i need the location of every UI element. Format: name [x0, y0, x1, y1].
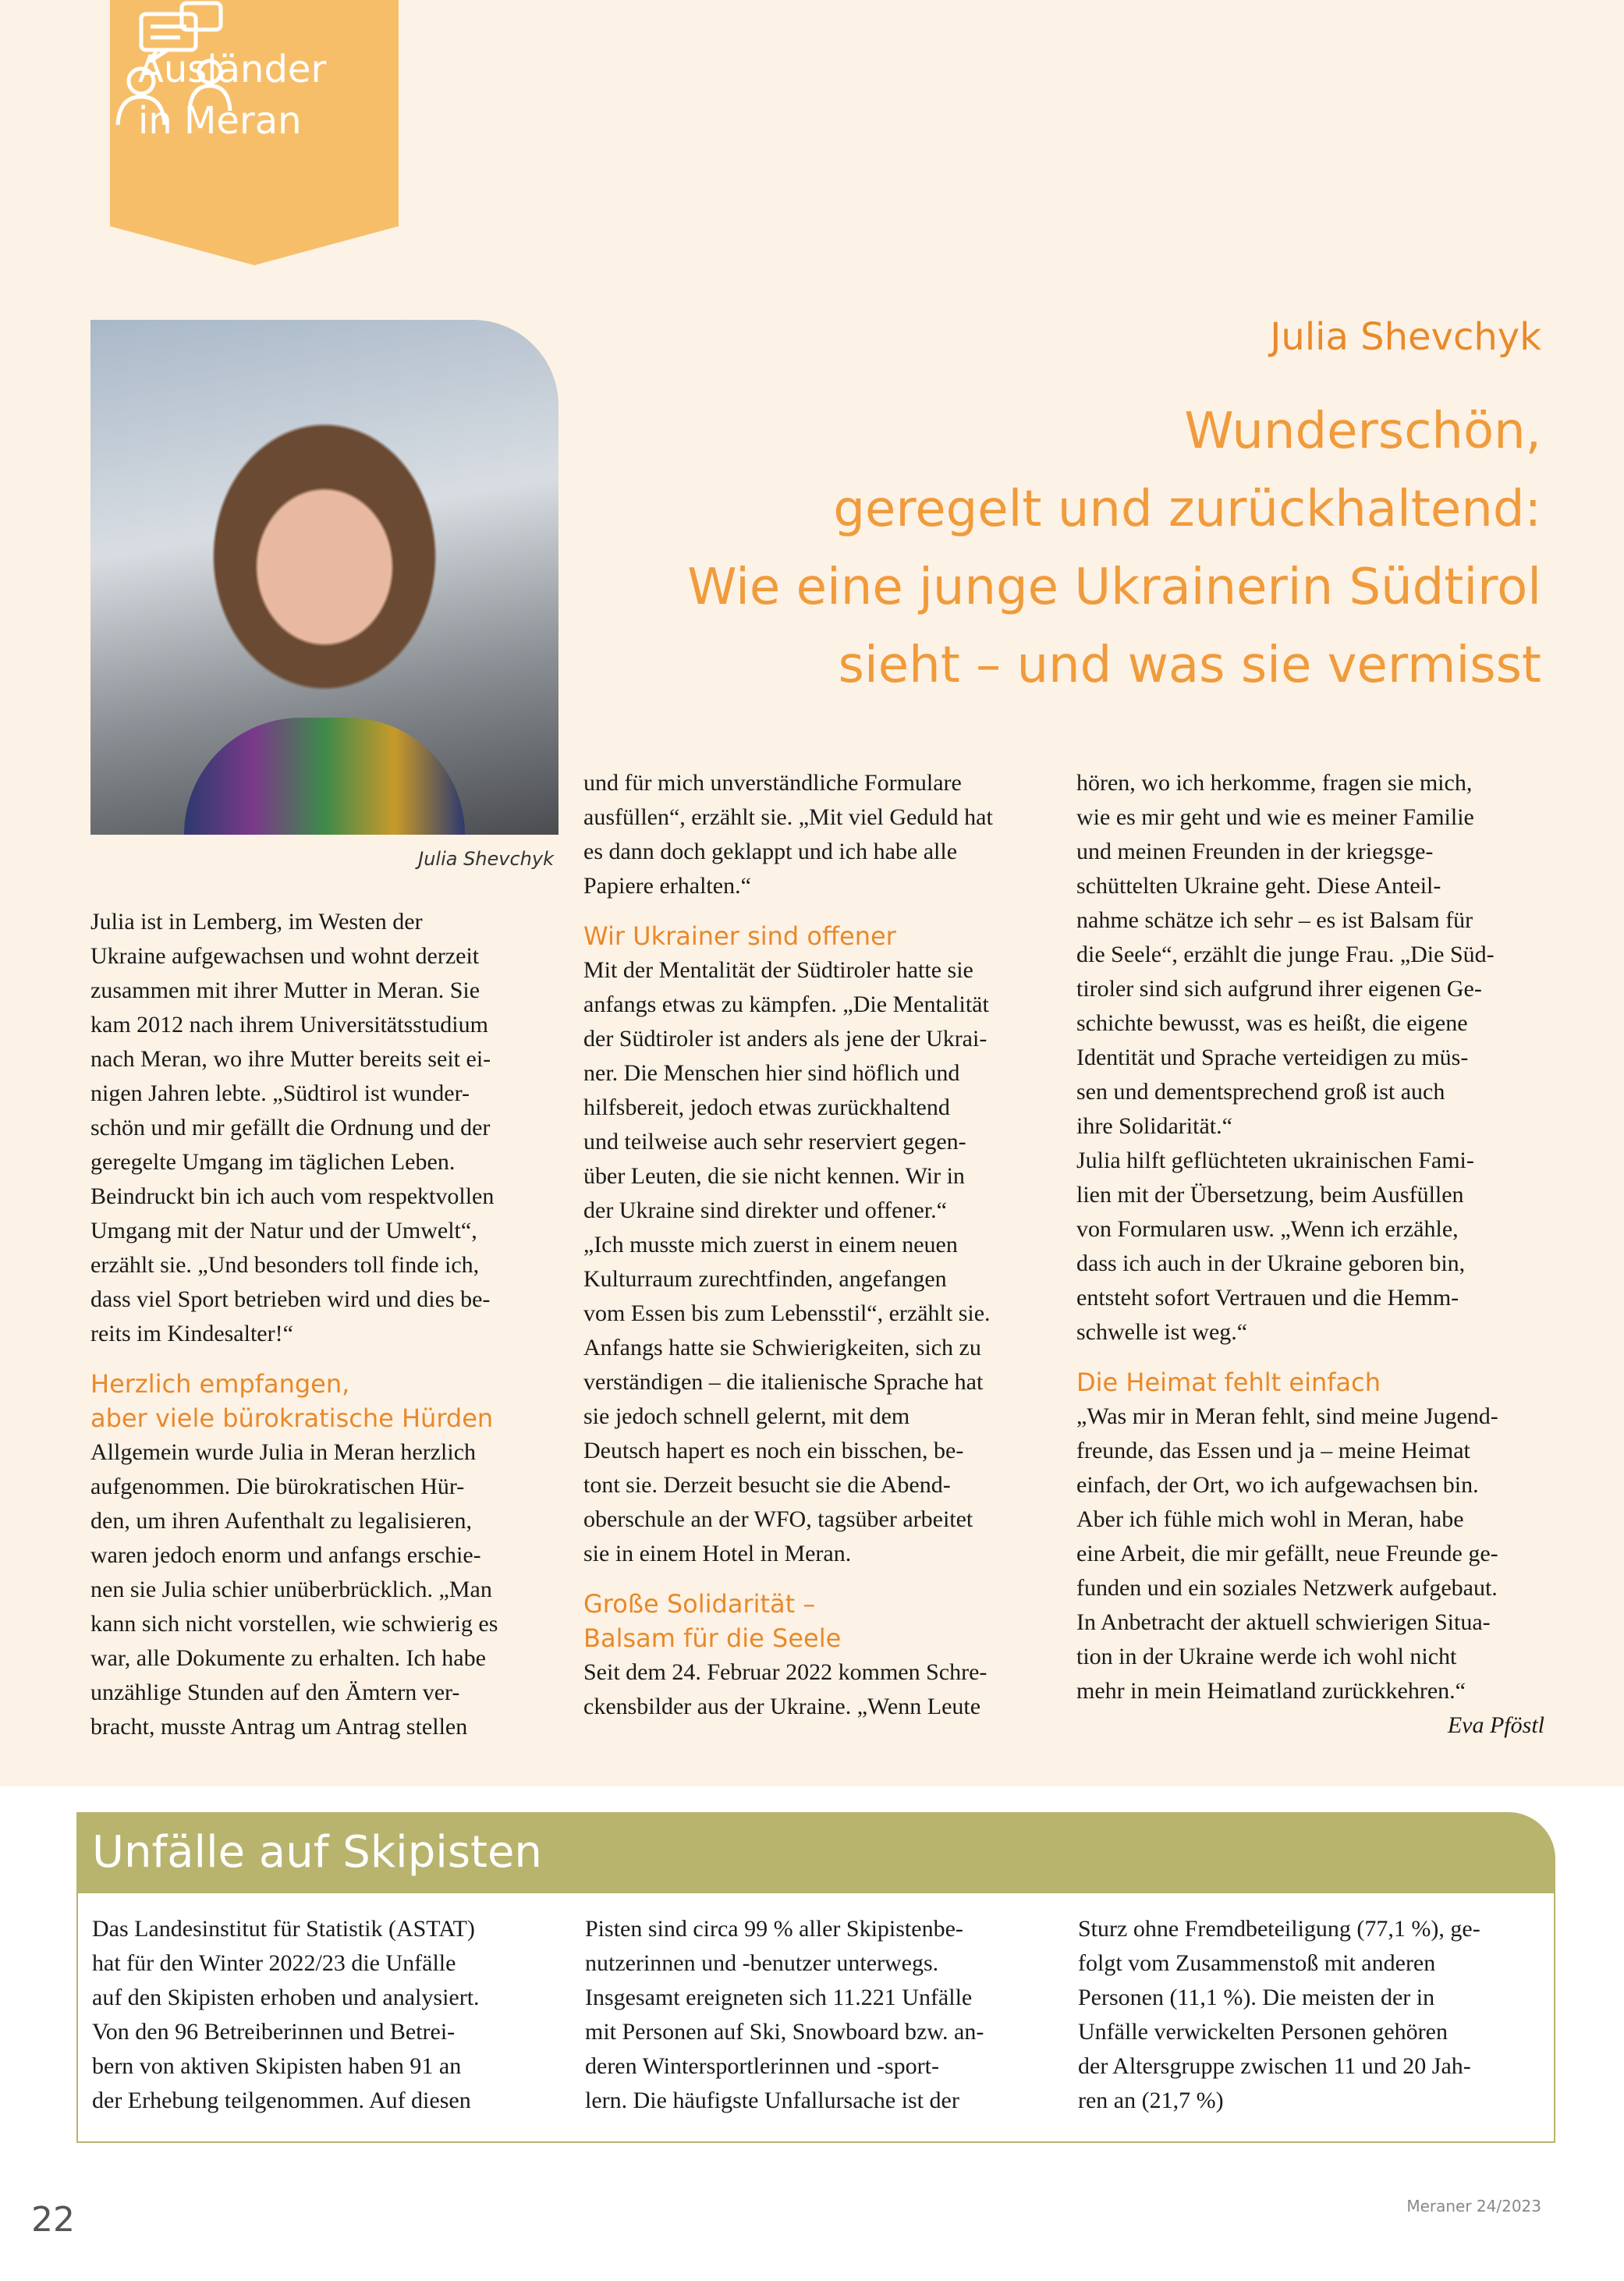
body-paragraph — [583, 766, 1059, 903]
text-line: schön und mir gefällt die Ordnung und der — [90, 1115, 491, 1140]
article-column-3 — [1076, 766, 1544, 1743]
text-line: tont sie. Derzeit besucht sie die Abend- — [583, 1472, 951, 1498]
body-paragraph — [90, 1435, 558, 1744]
text-line: bern von aktiven Skipisten haben 91 an — [92, 2053, 462, 2079]
body-paragraph — [92, 1912, 560, 2118]
text-line: „Ich musste mich zuerst in einem neuen — [583, 1232, 958, 1258]
subheading-heimat-fehlt — [1076, 1365, 1544, 1399]
text-line: folgt vom Zusammenstoß mit anderen — [1078, 1950, 1436, 1976]
infobox-column-3 — [1078, 1912, 1546, 2118]
text-line: sie in einem Hotel in Meran. — [583, 1541, 852, 1566]
section-tag — [110, 0, 399, 265]
text-line: In Anbetracht der aktuell schwierigen Situa- — [1076, 1609, 1491, 1635]
text-line: Ukraine aufgewachsen und wohnt derzeit — [90, 943, 480, 969]
text-line: ckensbilder aus der Ukraine. „Wenn Leute — [583, 1694, 981, 1719]
text-line: kann sich nicht vorstellen, wie schwierig es — [90, 1611, 498, 1637]
headline-line: geregelt und zurückhaltend: — [833, 481, 1541, 538]
headline-line: Wie eine junge Ukrainerin Südtirol — [687, 559, 1541, 616]
infobox — [76, 1893, 1555, 2143]
text-line: Julia ist in Lemberg, im Westen der — [90, 909, 423, 935]
article-headline — [527, 392, 1541, 704]
portrait-photo — [90, 320, 558, 835]
text-line: einfach, der Ort, wo ich aufgewachsen bin. — [1076, 1472, 1479, 1498]
text-line: Von den 96 Betreiberinnen und Betrei- — [92, 2019, 456, 2045]
speech-bubbles-people-icon — [110, 0, 243, 133]
text-line: Sturz ohne Fremdbeteiligung (77,1 %), ge- — [1078, 1916, 1480, 1942]
text-line: nahme schätze ich sehr – es ist Balsam für — [1076, 907, 1473, 933]
text-line: zusammen mit ihrer Mutter in Meran. Sie — [90, 977, 480, 1003]
article-column-1 — [90, 905, 558, 1744]
body-paragraph — [1078, 1912, 1546, 2118]
issue-label: Meraner 24/2023 — [1406, 2197, 1541, 2215]
text-line: nutzerinnen und -benutzer unterwegs. — [585, 1950, 939, 1976]
text-line: geregelte Umgang im täglichen Leben. — [90, 1149, 456, 1175]
text-line: „Was mir in Meran fehlt, sind meine Jugend- — [1076, 1403, 1498, 1429]
heading-line: aber viele bürokratische Hürden — [90, 1403, 494, 1433]
text-line: Deutsch hapert es noch ein bisschen, be- — [583, 1438, 964, 1463]
text-line: deren Wintersportlerinnen und -sport- — [585, 2053, 939, 2079]
infobox-column-2 — [585, 1912, 1061, 2118]
text-line: und meinen Freunden in der kriegsge- — [1076, 839, 1434, 864]
heading-line: Die Heimat fehlt einfach — [1076, 1368, 1381, 1397]
text-line: hören, wo ich herkomme, fragen sie mich, — [1076, 770, 1473, 796]
text-line: oberschule an der WFO, tagsüber arbeitet — [583, 1506, 973, 1532]
text-line: vom Essen bis zum Lebensstil“, erzählt sie. — [583, 1300, 991, 1326]
text-line: über Leuten, die sie nicht kennen. Wir in — [583, 1163, 965, 1189]
text-line: kam 2012 nach ihrem Universitätsstudium — [90, 1012, 488, 1038]
text-line: freunde, das Essen und ja – meine Heimat — [1076, 1438, 1470, 1463]
infobox-column-1 — [92, 1912, 560, 2118]
headline-line: sieht – und was sie vermisst — [838, 637, 1541, 694]
text-line: sie jedoch schnell gelernt, mit dem — [583, 1403, 910, 1429]
text-line: verständigen – die italienische Sprache hat — [583, 1369, 984, 1395]
text-line: mehr in mein Heimatland zurückkehren.“ — [1076, 1678, 1466, 1704]
text-line: ner. Die Menschen hier sind höflich und — [583, 1060, 960, 1086]
text-line: schichte bewusst, was es heißt, die eigene — [1076, 1010, 1468, 1036]
text-line: der Südtiroler ist anders als jene der Ukrai- — [583, 1026, 988, 1052]
text-line: ren an (21,7 %) — [1078, 2088, 1224, 2113]
text-line: Seit dem 24. Februar 2022 kommen Schre- — [583, 1659, 988, 1685]
infobox-header — [76, 1812, 1555, 1893]
heading-line: Balsam für die Seele — [583, 1623, 842, 1653]
text-line: Das Landesinstitut für Statistik (ASTAT) — [92, 1916, 475, 1942]
body-paragraph — [583, 953, 1059, 1571]
text-line: Julia hilft geflüchteten ukrainischen Fami- — [1076, 1148, 1474, 1173]
text-line: dass viel Sport betrieben wird und dies be- — [90, 1286, 491, 1312]
text-line: Identität und Sprache verteidigen zu müs- — [1076, 1045, 1469, 1070]
text-line: es dann doch geklappt und ich habe alle — [583, 839, 958, 864]
infobox-title: Unfälle auf Skipisten — [92, 1827, 542, 1878]
heading-line: Herzlich empfangen, — [90, 1369, 350, 1399]
text-line: die Seele“, erzählt die junge Frau. „Die Süd- — [1076, 942, 1495, 967]
text-line: Pisten sind circa 99 % aller Skipistenbe- — [585, 1916, 963, 1942]
text-line: ausfüllen“, erzählt sie. „Mit viel Geduld hat — [583, 804, 993, 830]
text-line: nach Meran, wo ihre Mutter bereits seit ei- — [90, 1046, 491, 1072]
text-line: funden und ein soziales Netzwerk aufgebaut. — [1076, 1575, 1498, 1601]
text-line: schüttelten Ukraine geht. Diese Anteil- — [1076, 873, 1441, 899]
text-line: lien mit der Übersetzung, beim Ausfüllen — [1076, 1182, 1464, 1208]
text-line: anfangs etwas zu kämpfen. „Die Mentalität — [583, 992, 989, 1017]
article-author: Julia Shevchyk — [1270, 315, 1541, 359]
text-line: war, alle Dokumente zu erhalten. Ich habe — [90, 1645, 486, 1671]
text-line: sen und dementsprechend groß ist auch — [1076, 1079, 1445, 1105]
text-line: hilfsbereit, jedoch etwas zurückhaltend — [583, 1094, 950, 1120]
article-signature: Eva Pföstl — [1447, 1712, 1544, 1738]
body-paragraph — [1076, 1399, 1544, 1708]
text-line: Anfangs hatte sie Schwierigkeiten, sich zu — [583, 1335, 981, 1360]
heading-line: Große Solidarität – — [583, 1589, 816, 1619]
text-line: nen sie Julia schier unüberbrücklich. „Man — [90, 1577, 492, 1602]
text-line: erzählt sie. „Und besonders toll finde ich, — [90, 1252, 480, 1278]
text-line: und für mich unverständliche Formulare — [583, 770, 962, 796]
text-line: tiroler sind sich aufgrund ihrer eigenen Ge- — [1076, 976, 1482, 1002]
text-line: eine Arbeit, die mir gefällt, neue Freunde ge- — [1076, 1541, 1498, 1566]
text-line: Beindruckt bin ich auch vom respektvollen — [90, 1183, 495, 1209]
text-line: Allgemein wurde Julia in Meran herzlich — [90, 1439, 477, 1465]
text-line: waren jedoch enorm und anfangs erschie- — [90, 1542, 481, 1568]
text-line: von Formularen usw. „Wenn ich erzähle, — [1076, 1216, 1459, 1242]
subheading-wir-ukrainer — [583, 919, 1059, 953]
text-line: schwelle ist weg.“ — [1076, 1319, 1248, 1345]
text-line: den, um ihren Aufenthalt zu legalisieren, — [90, 1508, 473, 1534]
text-line: Kulturraum zurechtfinden, angefangen — [583, 1266, 947, 1292]
text-line: auf den Skipisten erhoben und analysiert. — [92, 1985, 480, 2010]
text-line: der Ukraine sind direkter und offener.“ — [583, 1197, 947, 1223]
headline-line: Wunderschön, — [1184, 403, 1541, 460]
text-line: wie es mir geht und wie es meiner Familie — [1076, 804, 1474, 830]
section-tag-line1: Ausländer — [138, 48, 327, 91]
text-line: dass ich auch in der Ukraine geboren bin, — [1076, 1250, 1466, 1276]
text-line: Unfälle verwickelten Personen gehören — [1078, 2019, 1448, 2045]
text-line: Papiere erhalten.“ — [583, 873, 751, 899]
photo-caption: Julia Shevchyk — [418, 848, 554, 870]
text-line: entsteht sofort Vertrauen und die Hemm- — [1076, 1285, 1459, 1311]
text-line: und teilweise auch sehr reserviert gegen- — [583, 1129, 966, 1155]
body-paragraph — [585, 1912, 1061, 2118]
text-line: mit Personen auf Ski, Snowboard bzw. an- — [585, 2019, 984, 2045]
text-line: Umgang mit der Natur und der Umwelt“, — [90, 1218, 477, 1243]
text-line: nigen Jahren lebte. „Südtirol ist wunder- — [90, 1080, 470, 1106]
text-line: Mit der Mentalität der Südtiroler hatte sie — [583, 957, 973, 983]
page-number: 22 — [31, 2200, 75, 2240]
text-line: bracht, musste Antrag um Antrag stellen — [90, 1714, 468, 1740]
text-line: ihre Solidarität.“ — [1076, 1113, 1232, 1139]
text-line: unzählige Stunden auf den Ämtern ver- — [90, 1680, 460, 1705]
text-line: Aber ich fühle mich wohl in Meran, habe — [1076, 1506, 1464, 1532]
text-line: Insgesamt ereigneten sich 11.221 Unfälle — [585, 1985, 973, 2010]
text-line: lern. Die häufigste Unfallursache ist der — [585, 2088, 959, 2113]
text-line: aufgenommen. Die bürokratischen Hür- — [90, 1474, 465, 1499]
body-paragraph — [583, 1655, 1059, 1724]
text-line: reits im Kindesalter!“ — [90, 1321, 293, 1346]
text-line: der Erhebung teilgenommen. Auf diesen — [92, 2088, 471, 2113]
subheading-grosse-solidaritaet — [583, 1587, 1059, 1655]
subheading-herzlich-empfangen — [90, 1367, 558, 1435]
text-line: der Altersgruppe zwischen 11 und 20 Jah- — [1078, 2053, 1471, 2079]
body-paragraph — [1076, 766, 1544, 1350]
article-column-2 — [583, 766, 1059, 1724]
portrait-scarf — [184, 718, 465, 835]
heading-line: Wir Ukrainer sind offener — [583, 921, 896, 951]
text-line: Personen (11,1 %). Die meisten der in — [1078, 1985, 1435, 2010]
text-line: hat für den Winter 2022/23 die Unfälle — [92, 1950, 456, 1976]
intro-paragraph — [90, 905, 558, 1351]
section-tag-line2: in Meran — [138, 99, 302, 143]
text-line: tion in der Ukraine werde ich wohl nicht — [1076, 1644, 1457, 1669]
